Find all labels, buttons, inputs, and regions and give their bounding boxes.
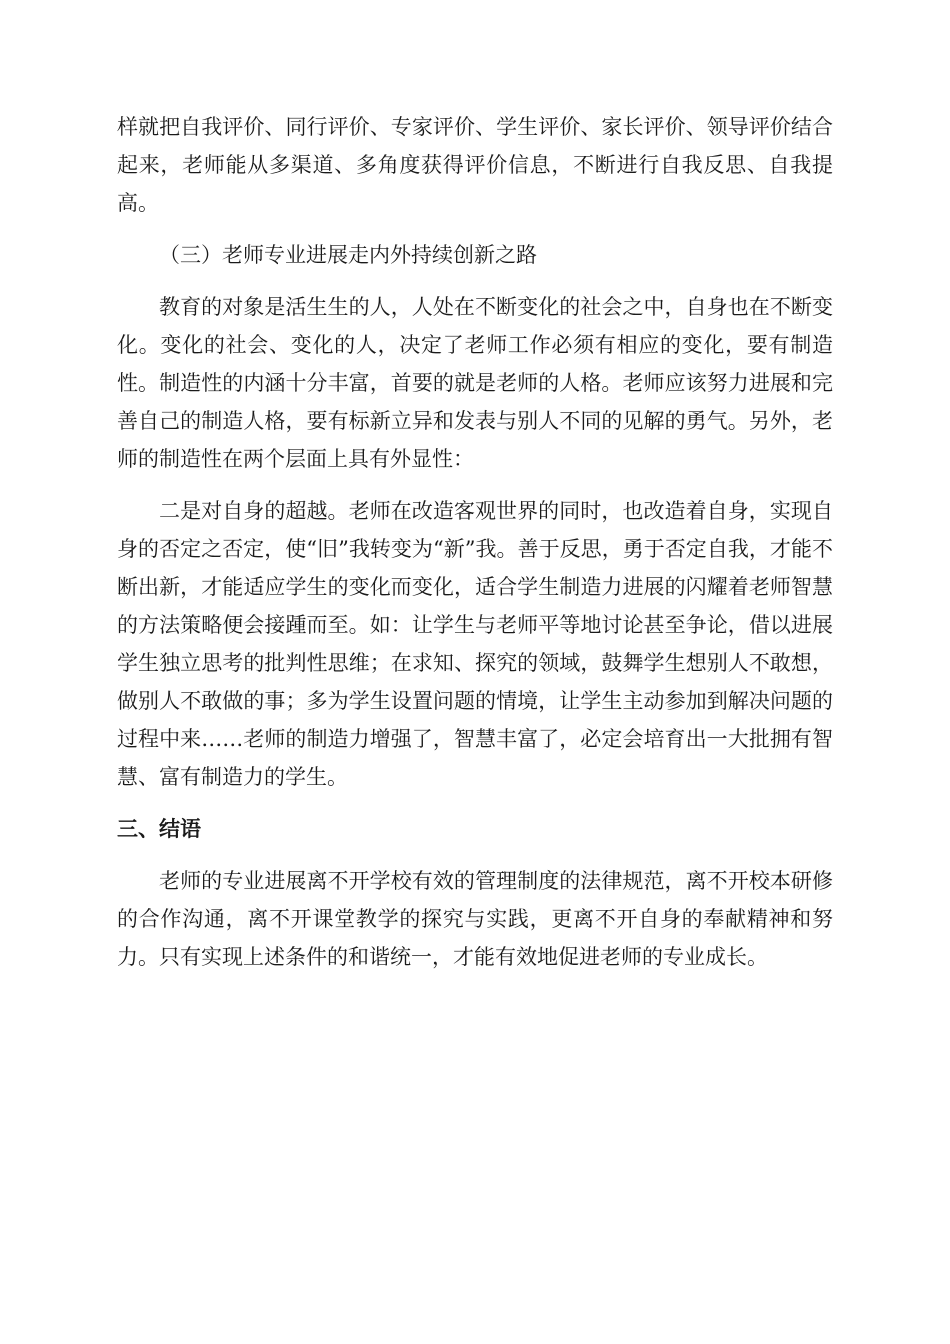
heading-conclusion: 三、结语	[117, 817, 201, 841]
paragraph-continuation: 样就把自我评价、同行评价、专家评价、学生评价、家长评价、领导评价结合起来，老师能从多渠道、多角度获得评价信息，不断进行自我反思、自我提高。	[117, 115, 833, 215]
subheading-section-3: （三）老师专业进展走内外持续创新之路	[159, 243, 537, 267]
paragraph-education-object: 教育的对象是活生生的人，人处在不断变化的社会之中，自身也在不断变化。变化的社会、变化的人，决定了老师工作必须有相应的变化，要有制造性。制造性的内涵十分丰富，首要的就是老师的人格。老师应该努力进展和完善自己的制造人格，要有标新立异和发表与别人不同的见解的勇气。另外，老师的制造性在两个层面上具有外显性：	[117, 295, 833, 471]
document-body	[117, 108, 833, 990]
paragraph-self-transcendence: 二是对自身的超越。老师在改造客观世界的同时，也改造着自身，实现自身的否定之否定，使“旧”我转变为“新”我。善于反思，勇于否定自我，才能不断出新，才能适应学生的变化而变化，适合学生制造力进展的闪耀着老师智慧的方法策略便会接踵而至。如：让学生与老师平等地讨论甚至争论，借以进展学生独立思考的批判性思维；在求知、探究的领域，鼓舞学生想别人不敢想，做别人不敢做的事；多为学生设置问题的情境，让学生主动参加到解决问题的过程中来……老师的制造力增强了，智慧丰富了，必定会培育出一大批拥有智慧、富有制造力的学生。	[117, 499, 833, 789]
paragraph-conclusion: 老师的专业进展离不开学校有效的管理制度的法律规范，离不开校本研修的合作沟通，离不开课堂教学的探究与实践，更离不开自身的奉献精神和努力。只有实现上述条件的和谐统一，才能有效地促进老师的专业成长。	[117, 869, 833, 969]
